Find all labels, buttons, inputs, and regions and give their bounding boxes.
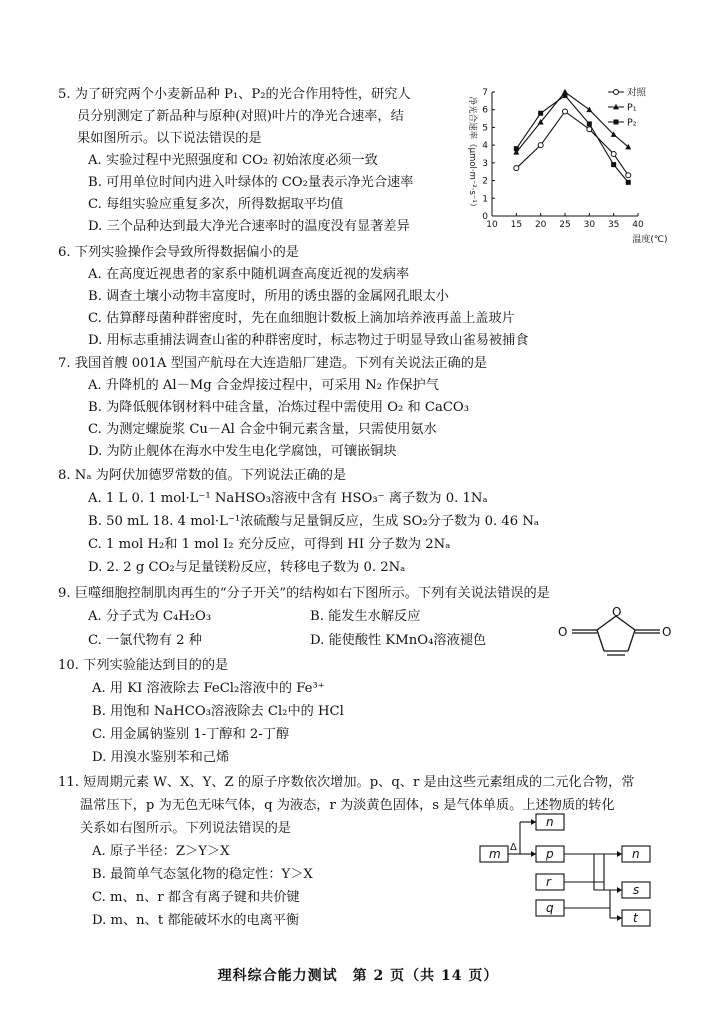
q8-option-d: D. 2. 2 g CO₂与足量镁粉反应，转移电子数为 0. 2Nₐ — [88, 560, 406, 575]
q11-stem-line2: 温常压下，p 为无色无味气体，q 为液态，r 为淡黄色固体，s 是气体单质。上述物质的转化 — [80, 798, 615, 813]
legend-label-1: P₁ — [627, 102, 637, 114]
y-tick-label-3: 3 — [482, 158, 488, 169]
q9-option-c: C. 一氯代物有 2 种 — [88, 633, 202, 648]
y-tick-label-1: 1 — [482, 194, 488, 205]
y-tick-label-2: 2 — [482, 176, 488, 187]
q11-stem-line1: 11. 短周期元素 W、X、Y、Z 的原子序数依次增加。p、q、r 是由这些元素组成的二元化合物，常 — [58, 775, 635, 790]
q6-option-d: D. 用标志重捕法调查山雀的种群密度时，标志物过于明显导致山雀易被捕食 — [88, 333, 529, 348]
q5-option-d: D. 三个品种达到最大净光合速率时的温度没有显著差异 — [88, 219, 410, 234]
q9-option-a: A. 分子式为 C₄H₂O₃ — [88, 609, 212, 624]
y-tick-label-5: 5 — [482, 123, 488, 134]
series-0-point-4 — [611, 152, 616, 157]
y-tick-label-4: 4 — [482, 141, 488, 152]
svg-text:O: O — [612, 605, 622, 619]
q10-option-c: C. 用金属钠鉴别 1-丁醇和 2-丁醇 — [92, 727, 290, 742]
y-tick-label-0: 0 — [482, 212, 488, 222]
q5-option-c: C. 每组实验应重复多次，所得数据取平均值 — [88, 197, 344, 212]
q8-option-a: A. 1 L 0. 1 mol·L⁻¹ NaHSO₃溶液中含有 HSO₃⁻ 离子数为 0. 1Nₐ — [88, 491, 488, 506]
series-2-point-0 — [514, 146, 519, 151]
x-tick-label-10: 10 — [486, 220, 498, 230]
q5-option-a: A. 实验过程中光照强度和 CO₂ 初始浓度必须一致 — [88, 153, 378, 168]
series-1-point-3 — [586, 107, 592, 113]
x-tick-label-35: 35 — [607, 220, 620, 230]
label-delta: Δ — [510, 842, 517, 853]
q11-option-b: B. 最简单气态氢化物的稳定性：Y＞X — [92, 867, 313, 882]
q10-option-d: D. 用溴水鉴别苯和己烯 — [92, 750, 230, 765]
q7-option-b: B. 为降低舰体钢材料中硅含量，冶炼过程中需使用 O₂ 和 CaCO₃ — [88, 400, 470, 415]
q8-option-c: C. 1 mol H₂和 1 mol I₂ 充分反应，可得到 HI 分子数为 2Nₐ — [88, 537, 451, 552]
x-tick-label-20: 20 — [534, 220, 547, 230]
q6-stem: 6. 下列实验操作会导致所得数据偏小的是 — [58, 245, 299, 260]
q7-option-a: A. 升降机的 Al－Mg 合金焊接过程中，可采用 N₂ 作保护气 — [88, 378, 439, 393]
q9-option-b: B. 能发生水解反应 — [310, 609, 421, 624]
q10-option-a: A. 用 KI 溶液除去 FeCl₂溶液中的 Fe³⁺ — [92, 681, 325, 696]
legend-label-0: 对照 — [627, 87, 647, 99]
legend-marker-2 — [614, 120, 619, 125]
label-s: s — [633, 883, 640, 897]
q5-stem-line2: 员分别测定了新品种与原种(对照)叶片的净光合速率，结 — [77, 109, 404, 124]
series-2-point-4 — [611, 162, 616, 167]
maleic-anhydride-structure — [552, 604, 682, 664]
q8-option-b: B. 50 mL 18. 4 mol·L⁻¹浓硫酸与足量铜反应，生成 SO₂分子数为 0. 46 Nₐ — [88, 514, 539, 529]
page-footer: 理科综合能力测试 第 2 页（共 14 页） — [217, 968, 499, 984]
x-axis-label: 温度(℃) — [632, 235, 668, 245]
q11-option-d: D. m、n、t 都能破坏水的电离平衡 — [92, 913, 300, 928]
q7-option-d: D. 为防止舰体在海水中发生电化学腐蚀，可镶嵌铜块 — [88, 444, 397, 459]
x-tick-label-15: 15 — [510, 220, 523, 230]
q5-option-b: B. 可用单位时间内进入叶绿体的 CO₂量表示净光合速率 — [88, 175, 414, 190]
series-2-point-2 — [563, 93, 568, 98]
q5-stem-line3: 果如图所示。以下说法错误的是 — [77, 131, 262, 146]
q11-option-a: A. 原子半径：Z＞Y＞X — [92, 844, 230, 859]
svg-text:O: O — [558, 625, 568, 639]
series-0-point-0 — [514, 166, 519, 171]
label-n-right: n — [632, 847, 640, 861]
x-tick-label-40: 40 — [632, 220, 644, 230]
series-2-point-5 — [626, 180, 631, 185]
label-m: m — [489, 847, 501, 861]
series-2-point-3 — [587, 121, 592, 126]
label-r: r — [546, 875, 551, 889]
label-t: t — [633, 911, 638, 925]
x-tick-label-30: 30 — [583, 220, 596, 230]
transformation-diagram — [474, 806, 674, 936]
q10-option-b: B. 用饱和 NaHCO₃溶液除去 Cl₂中的 HCl — [92, 704, 344, 719]
series-0-point-5 — [626, 173, 631, 178]
q8-stem: 8. Nₐ 为阿伏加德罗常数的值。下列说法正确的是 — [58, 468, 347, 483]
x-tick-label-25: 25 — [559, 220, 571, 230]
label-p: p — [546, 847, 554, 861]
q9-option-d: D. 能使酸性 KMnO₄溶液褪色 — [310, 633, 487, 648]
series-line-2 — [516, 96, 628, 183]
y-axis-label: 净光合速率（μmol·m⁻²·s⁻¹） — [467, 96, 477, 212]
q11-option-c: C. m、n、r 都含有离子键和共价键 — [92, 890, 300, 905]
q7-stem: 7. 我国首艘 001A 型国产航母在大连造船厂建造。下列有关说法正确的是 — [58, 356, 488, 371]
q11-stem-line3: 关系如右图所示。下列说法错误的是 — [80, 821, 291, 836]
q6-option-c: C. 估算酵母菌种群密度时，先在血细胞计数板上滴加培养液再盖上盖玻片 — [88, 311, 515, 326]
y-tick-label-7: 7 — [482, 88, 488, 98]
q5-stem-line1: 5. 为了研究两个小麦新品种 P₁、P₂的光合作用特性，研究人 — [58, 87, 411, 102]
series-2-point-1 — [538, 111, 543, 116]
label-q: q — [546, 901, 554, 915]
svg-text:O: O — [662, 625, 672, 639]
q7-option-c: C. 为测定螺旋浆 Cu－Al 合金中铜元素含量，只需使用氨水 — [88, 422, 437, 437]
q6-option-a: A. 在高度近视患者的家系中随机调查高度近视的发病率 — [88, 267, 410, 282]
label-n-top: n — [546, 815, 554, 829]
series-0-point-2 — [563, 109, 568, 114]
legend-label-2: P₂ — [627, 117, 637, 129]
y-tick-label-6: 6 — [482, 105, 488, 116]
q6-option-b: B. 调查土壤小动物丰富度时，所用的诱虫器的金属网孔眼太小 — [88, 289, 449, 304]
legend-marker-0 — [614, 90, 619, 95]
photosynthesis-line-chart — [450, 80, 680, 255]
series-0-point-1 — [538, 143, 543, 148]
q10-stem: 10. 下列实验能达到目的的是 — [58, 658, 229, 673]
q9-stem: 9. 巨噬细胞控制肌肉再生的“分子开关”的结构如右下图所示。下列有关说法错误的是 — [58, 586, 550, 601]
